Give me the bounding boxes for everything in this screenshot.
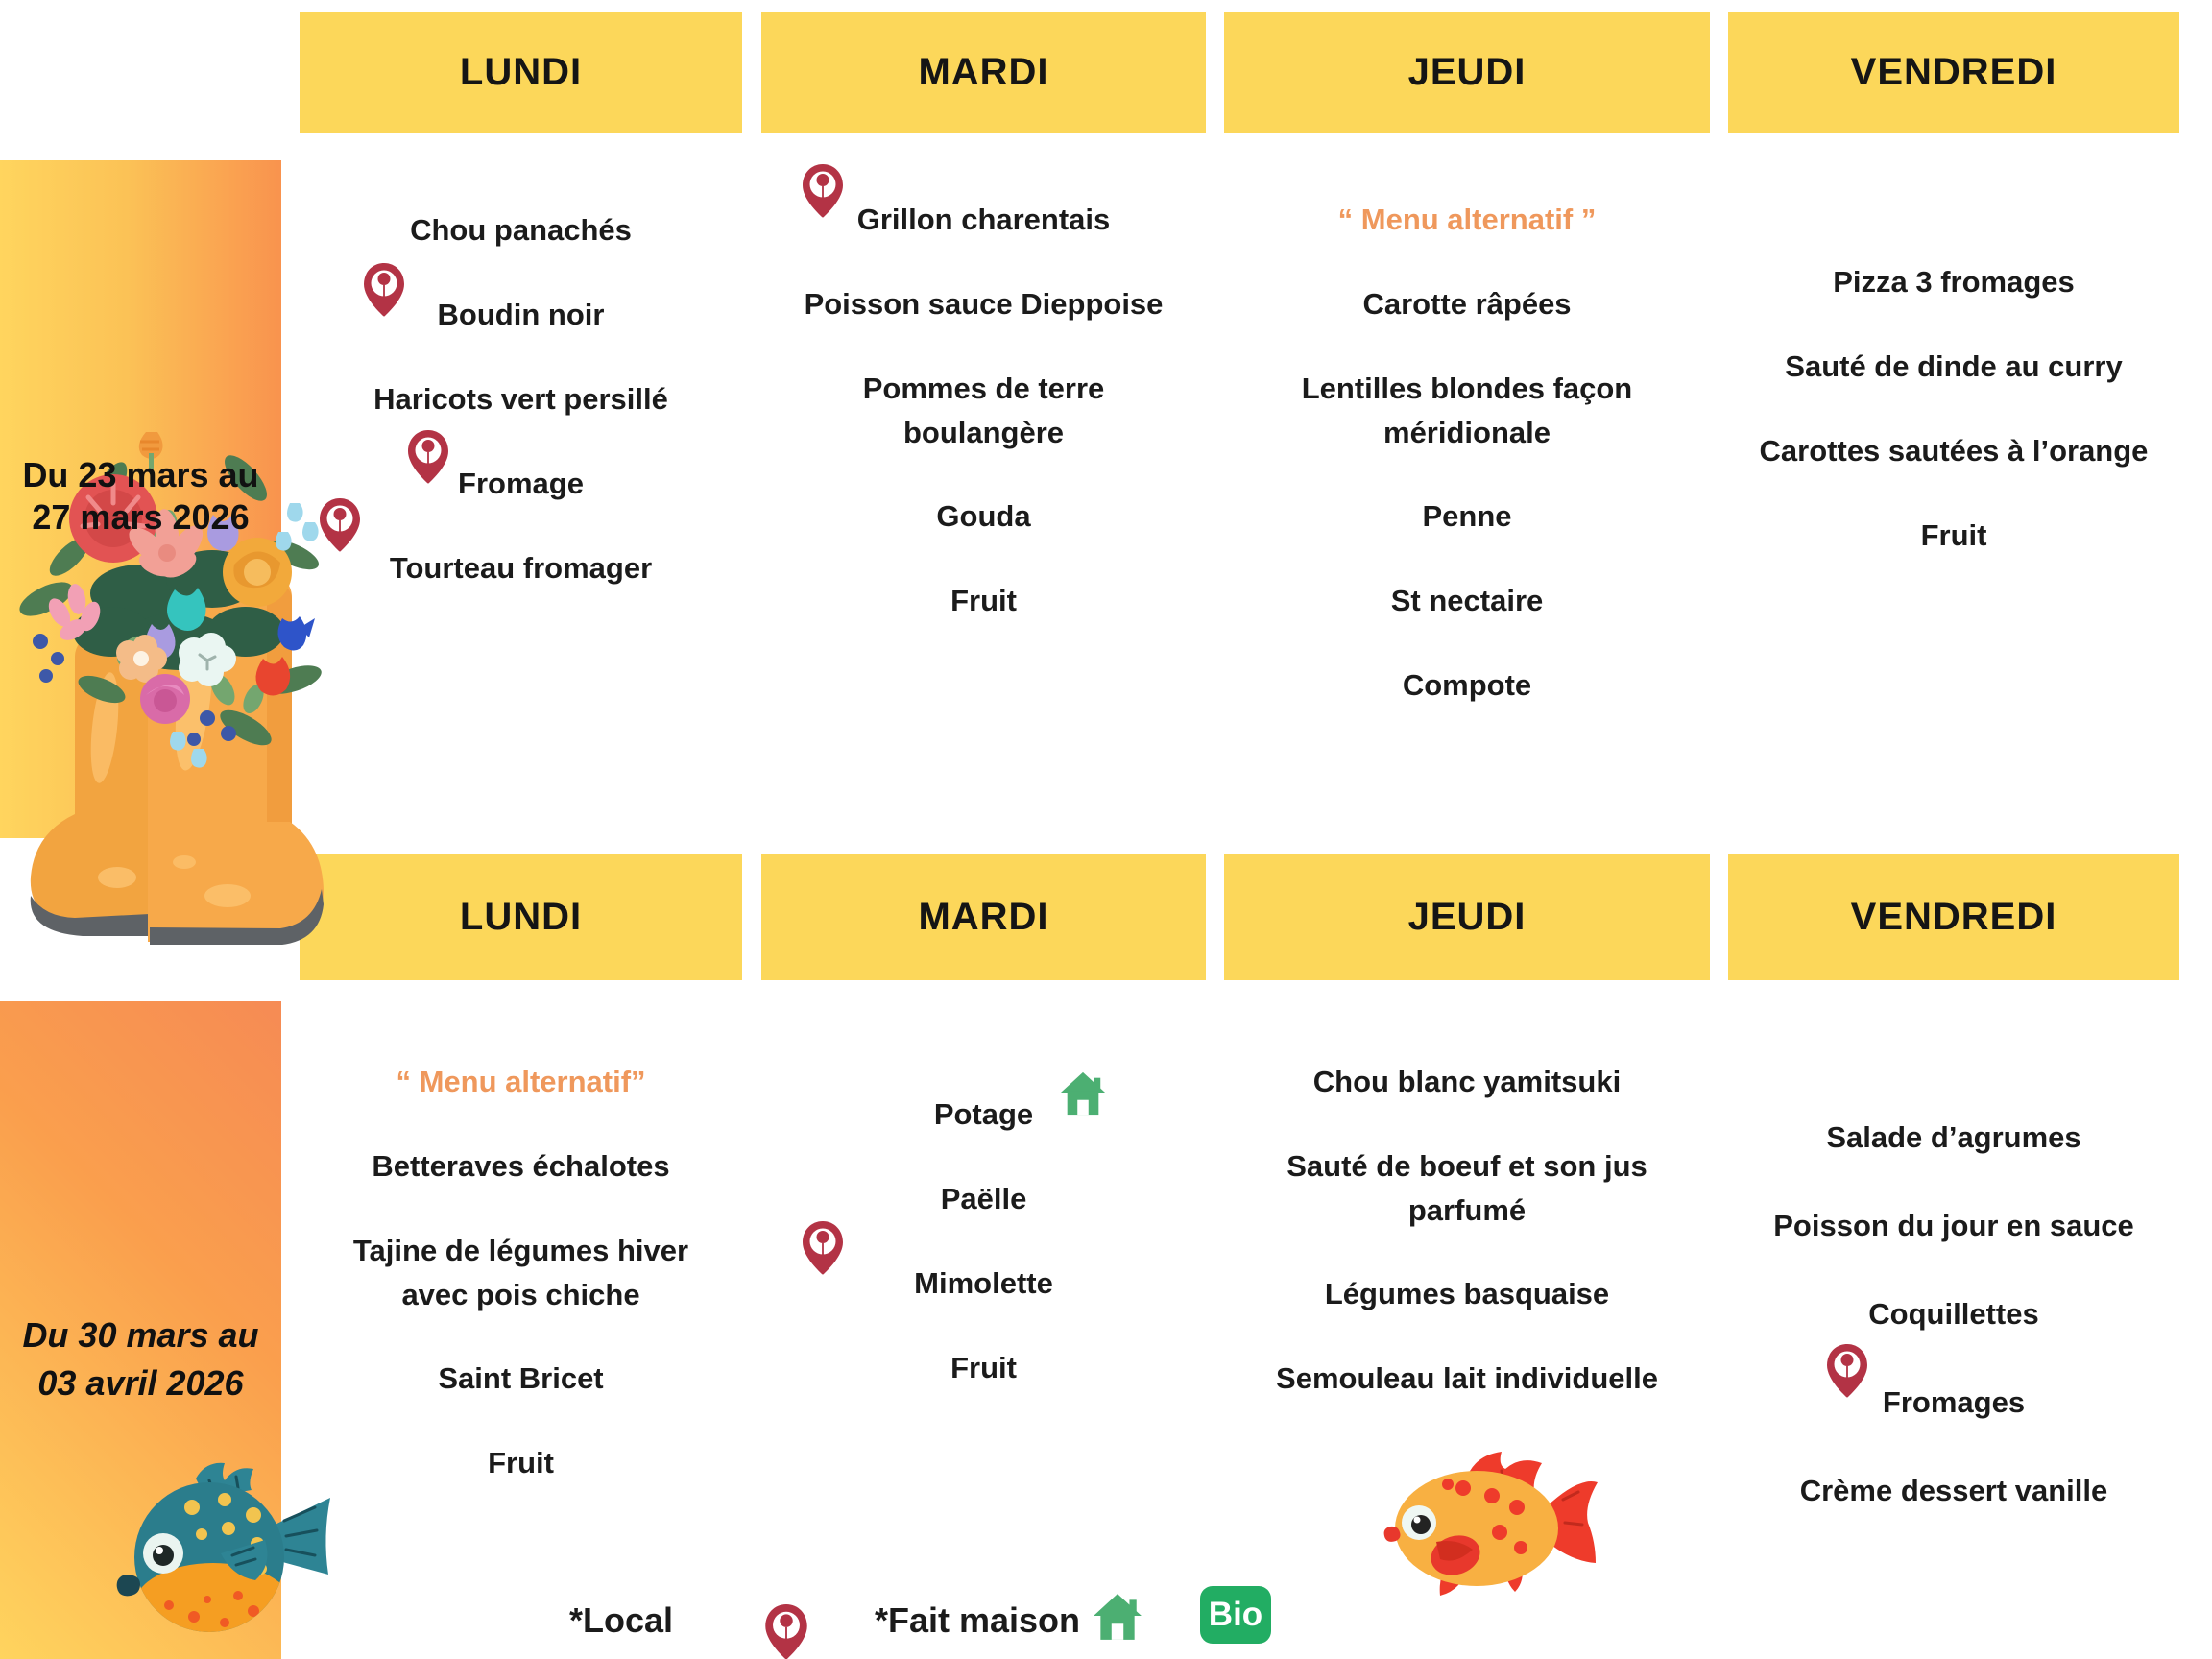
menu-item-line: Haricots vert persillé [373,382,668,416]
bio-badge [1200,1586,1271,1644]
day-header-label: VENDREDI [1850,896,2057,938]
menu-item [300,1209,742,1336]
menu-item-line: Chou panachés [410,213,632,247]
menu-item [761,262,1206,347]
menu-item-line: Betteraves échalotes [372,1149,670,1183]
menu-item-line: Crème dessert vanille [1799,1474,2108,1507]
menu-item-line: Poisson sauce Dieppoise [804,287,1164,321]
menu-item-line: Fromage [458,467,584,500]
menu-item-line: Poisson du jour en sauce [1773,1209,2134,1242]
day-column-week1-vendredi [1728,240,2179,578]
location-pin-icon [801,163,845,219]
location-pin-icon [801,1220,845,1276]
day-header-label: MARDI [918,896,1049,938]
menu-item [1224,643,1710,728]
menu-item-line: Salade d’agrumes [1826,1120,2081,1154]
menu-item [300,357,742,442]
menu-item [761,474,1206,559]
goldfish-illustration [1381,1450,1601,1603]
menu-item-line: parfumé [1407,1192,1527,1227]
day-header-week2-jeudi [1224,854,1710,980]
location-pin-icon [1825,1343,1869,1399]
day-column-week2-mardi [761,1072,1206,1410]
menu-item-line: boulangère [902,415,1065,449]
menu-item-line: Fruit [950,584,1017,617]
week1-date-range [0,454,281,539]
menu-item-line: Tajine de légumes hiver [352,1233,689,1267]
menu-item-line: Boudin noir [437,298,605,331]
day-header-week1-mardi [761,12,1206,133]
menu-item-line: Fruit [488,1446,554,1479]
location-pin-icon [763,1603,809,1659]
day-header-label: JEUDI [1407,896,1527,938]
menu-item [1224,347,1710,474]
menu-item-line: Légumes basquaise [1324,1277,1610,1310]
menu-item-line: Paëlle [940,1182,1027,1215]
day-column-week2-vendredi [1728,1094,2179,1535]
menu-item-line: avec pois chiche [401,1277,640,1311]
week2-date-line2: 03 avril 2026 [37,1363,244,1403]
menu-item [1224,1336,1710,1421]
menu-item [1728,1447,2179,1535]
menu-item-line: Fromages [1882,1385,2026,1419]
menu-item [761,559,1206,643]
day-header-label: LUNDI [459,51,583,93]
day-header-week2-vendredi [1728,854,2179,980]
menu-item [761,1326,1206,1410]
day-column-week1-mardi [761,178,1206,643]
menu-item [1224,559,1710,643]
menu-item-line: Penne [1422,499,1512,533]
menu-item [300,188,742,273]
day-header-label: LUNDI [459,896,583,938]
week2-date-line1: Du 30 mars au [22,1315,259,1355]
pufferfish-illustration [113,1461,334,1644]
menu-item-line: Pommes de terre [862,371,1105,405]
day-column-week1-lundi [300,188,742,611]
menu-item [300,526,742,611]
week1-date-line1: Du 23 mars au [22,455,259,494]
day-header-week2-mardi [761,854,1206,980]
menu-item [1728,409,2179,493]
day-column-week1-jeudi [1224,178,1710,728]
legend-fait-maison-label: *Fait maison [874,1600,1081,1640]
day-header-label: JEUDI [1407,51,1527,93]
menu-item-line: Coquillettes [1868,1297,2039,1331]
menu-item-line: Saint Bricet [438,1361,604,1395]
menu-item-line: Fruit [1920,518,1987,552]
menu-item [300,1421,742,1505]
day-header-week1-lundi [300,12,742,133]
day-column-week2-jeudi [1224,1040,1710,1421]
menu-item-line: Lentilles blondes façon [1301,371,1633,405]
bio-badge-label: Bio [1208,1596,1263,1633]
menu-item [761,178,1206,262]
week1-date-line2: 27 mars 2026 [32,497,250,537]
menu-item [1224,1124,1710,1252]
day-header-label: VENDREDI [1850,51,2057,93]
menu-item [1224,1252,1710,1336]
menu-item-line: Carottes sautées à l’orange [1759,434,2149,468]
menu-item [300,273,742,357]
day-header-week2-lundi [300,854,742,980]
menu-item [300,442,742,526]
menu-item-line: St nectaire [1390,584,1544,617]
week2-date-range [0,1311,281,1407]
location-pin-icon [362,262,406,318]
house-icon [1059,1070,1107,1117]
menu-item-line: Fruit [950,1351,1017,1384]
menu-item-line: Semouleau lait individuelle [1276,1361,1658,1395]
menu-item-line: Gouda [936,499,1031,533]
menu-item-line: Sauté de boeuf et son jus [1286,1148,1647,1183]
menu-item [1728,325,2179,409]
menu-item [1224,474,1710,559]
menu-item-line: méridionale [1383,415,1551,449]
menu-item-line: Carotte râpées [1362,287,1572,321]
menu-item [1728,1358,2179,1447]
menu-item-line: Pizza 3 fromages [1833,265,2075,299]
menu-item [300,1336,742,1421]
menu-item-line: Compote [1402,668,1532,702]
day-header-label: MARDI [918,51,1049,93]
menu-item [1224,1040,1710,1124]
menu-item [761,1241,1206,1326]
menu-item [1728,240,2179,325]
day-header-week1-jeudi [1224,12,1710,133]
menu-item [1224,178,1710,262]
menu-item [1728,1182,2179,1270]
menu-item-line: Tourteau fromager [389,551,653,585]
menu-item [1224,262,1710,347]
menu-item [1728,493,2179,578]
menu-item-line: Potage [933,1097,1034,1131]
day-column-week2-lundi [300,1040,742,1505]
legend-local-label: *Local [568,1600,674,1640]
alt-menu-label: “ Menu alternatif” [396,1065,646,1098]
menu-item-line: Sauté de dinde au curry [1785,349,2123,383]
alt-menu-label: “ Menu alternatif ” [1337,203,1597,236]
menu-item-line: Chou blanc yamitsuki [1312,1065,1622,1098]
day-header-week1-vendredi [1728,12,2179,133]
location-pin-icon [406,429,450,485]
menu-item-line: Grillon charentais [856,203,1111,236]
menu-item-line: Mimolette [914,1266,1053,1300]
menu-item [761,1072,1206,1157]
menu-item [300,1124,742,1209]
menu-item [1728,1094,2179,1182]
menu-item [761,347,1206,474]
house-icon [1092,1592,1143,1642]
menu-item [300,1040,742,1124]
menu-item [1728,1270,2179,1358]
